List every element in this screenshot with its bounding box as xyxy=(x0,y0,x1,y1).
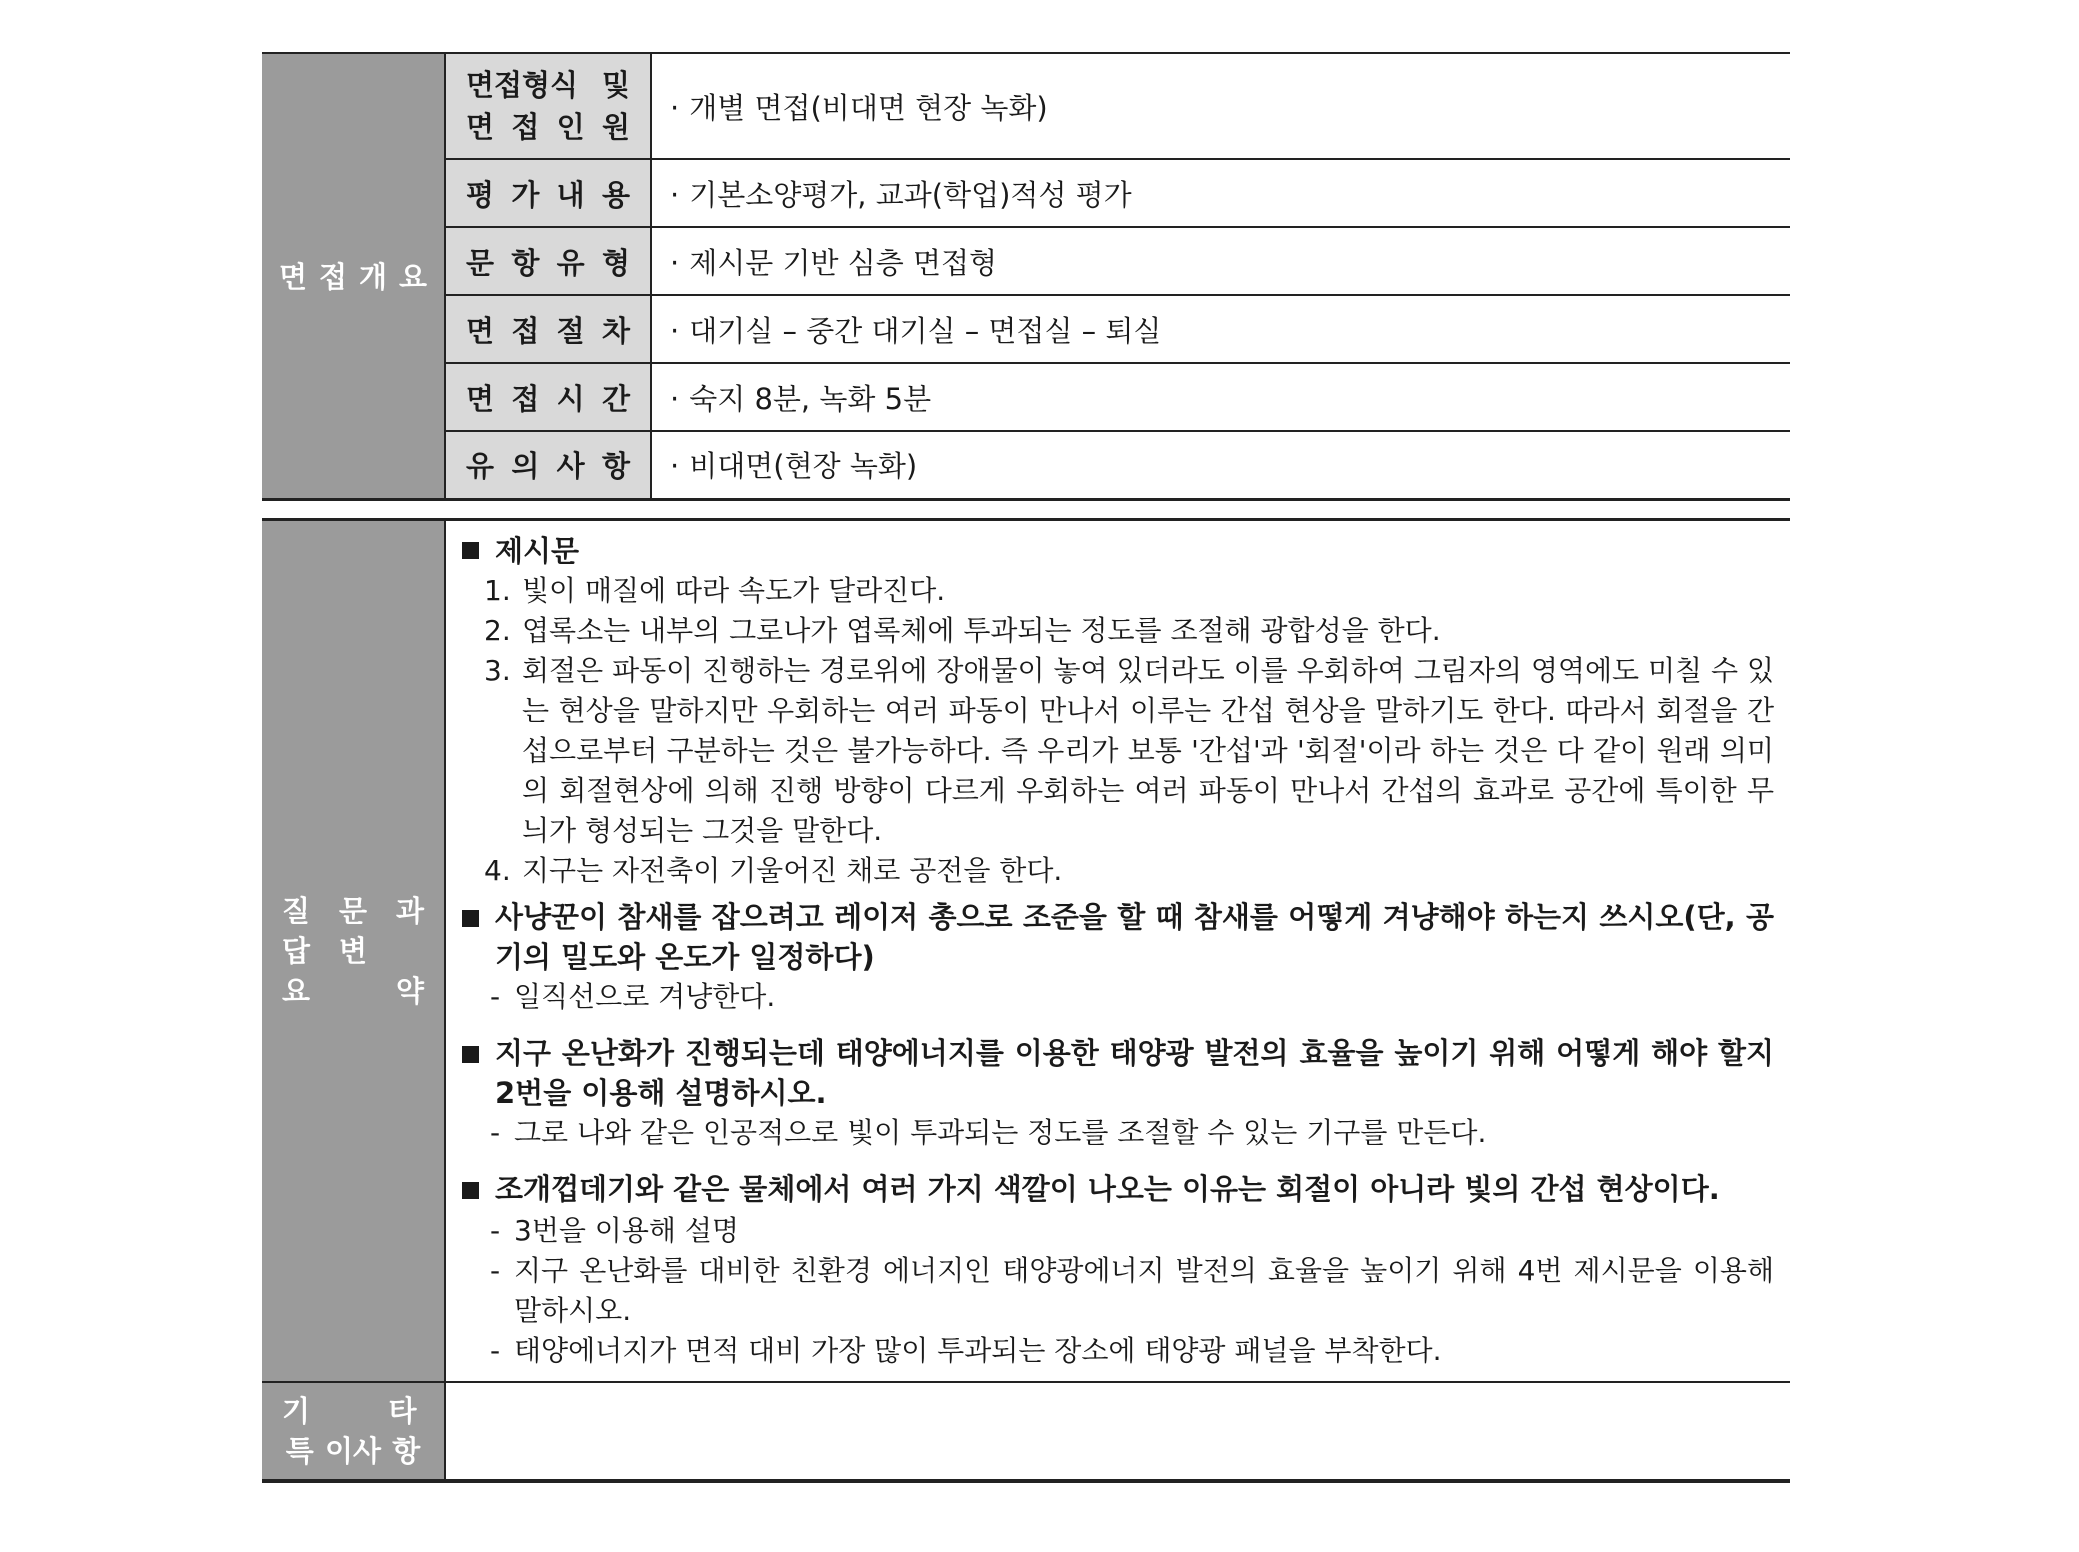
category-char: 접 xyxy=(318,260,347,295)
qa-summary-table xyxy=(262,518,1790,1483)
label-char: 접 xyxy=(511,381,540,416)
question-heading xyxy=(462,1033,1774,1113)
overview-label xyxy=(446,241,650,282)
overview-value-cell xyxy=(651,363,1790,431)
dash-bullet: - xyxy=(490,979,501,1013)
category-char: 항 xyxy=(392,1433,421,1468)
label-char: 절 xyxy=(556,313,585,348)
category-char xyxy=(353,1393,389,1429)
category-char: 요 xyxy=(282,973,311,1008)
qa-row xyxy=(262,519,1790,1382)
spacer xyxy=(462,1017,1774,1027)
label-part: 면접형식 xyxy=(466,68,579,102)
category-char: 과 xyxy=(395,893,424,928)
square-bullet-icon xyxy=(462,1169,495,1211)
label-char: 간 xyxy=(601,381,630,416)
category-char: 요 xyxy=(399,260,428,295)
answer-text: 지구 온난화를 대비한 친환경 에너지인 태양광에너지 발전의 효율을 높이기 위해 4번 제시문을 이용해 말하시오. xyxy=(514,1253,1774,1327)
overview-label-cell xyxy=(445,53,651,159)
overview-value-cell xyxy=(651,53,1790,159)
label-char: 가 xyxy=(511,177,540,212)
overview-label xyxy=(446,377,650,418)
dash-bullet: - xyxy=(490,1333,501,1367)
question-heading xyxy=(462,897,1774,977)
square-bullet-icon xyxy=(462,542,479,559)
overview-value: 기본소양평가, 교과(학업)적성 평가 xyxy=(689,177,1132,212)
label-char: 유 xyxy=(466,449,495,484)
passage-number: 2. xyxy=(484,613,511,647)
passage-title: 제시문 xyxy=(495,533,580,568)
label-char: 인 xyxy=(556,110,585,144)
label-char: 접 xyxy=(511,313,540,348)
bullet-dot: · xyxy=(670,381,680,416)
overview-value-cell xyxy=(651,295,1790,363)
question-text: 사냥꾼이 참새를 잡으려고 레이저 총으로 조준을 할 때 참새를 어떻게 겨냥해야 하는지 쓰시오(단, 공기의 밀도와 온도가 일정하다) xyxy=(495,899,1774,974)
overview-value-cell xyxy=(651,159,1790,227)
overview-value: 개별 면접(비대면 현장 녹화) xyxy=(689,90,1048,125)
label-char: 면 xyxy=(466,110,495,144)
question-text: 지구 온난화가 진행되는데 태양에너지를 이용한 태양광 발전의 효율을 높이기 위해 어떻게 해야 할지 2번을 이용해 설명하시오. xyxy=(495,1035,1774,1110)
category-char: 특 xyxy=(285,1433,314,1468)
category-char: 개 xyxy=(359,260,388,295)
label-char: 면 xyxy=(466,313,495,348)
category-char: 변 xyxy=(338,933,367,968)
category-char: 이 xyxy=(324,1433,353,1468)
bullet-dot: · xyxy=(670,449,680,484)
passage-text: 회절은 파동이 진행하는 경로위에 장애물이 놓여 있더라도 이를 우회하여 그림자의 영역에도 미칠 수 있는 현상을 말하지만 우회하는 여러 파동이 만나서 이루는 간섭 현상을 말하기도 한다. 따라서 회절을 간섭으로부터 구분하는 것은 불가능하다. 즉 우리가 보통 '간섭'과 '회절'이라 하는 것은 다 같이 원래 의미의 회절현상에 의해 진행 방향이 다르게 우회하는 여러 파동이 만나서 간섭의 효과로 공간에 특이한 무늬가 형성되는 그것을 말한다. xyxy=(522,653,1774,847)
dash-bullet: - xyxy=(490,1213,501,1247)
overview-value: 비대면(현장 녹화) xyxy=(689,449,918,484)
overview-label xyxy=(446,309,650,350)
overview-row xyxy=(262,227,1790,295)
overview-label-cell xyxy=(445,431,651,499)
overview-value: 숙지 8분, 녹화 5분 xyxy=(689,381,932,416)
label-char: 유 xyxy=(556,245,585,280)
label-part: 및 xyxy=(601,68,630,102)
bullet-dot: · xyxy=(670,90,680,125)
answer-text: 일직선으로 겨냥한다. xyxy=(514,979,776,1013)
answer-text: 3번을 이용해 설명 xyxy=(514,1213,739,1247)
overview-row xyxy=(262,295,1790,363)
square-bullet-icon xyxy=(462,897,495,977)
overview-label-cell xyxy=(445,159,651,227)
answer-text: 태양에너지가 면적 대비 가장 많이 투과되는 장소에 태양광 패널을 부착한다. xyxy=(514,1333,1442,1367)
label-char: 원 xyxy=(601,110,630,144)
overview-label-cell xyxy=(445,295,651,363)
passage-text: 지구는 자전축이 기울어진 채로 공전을 한다. xyxy=(522,853,1063,887)
overview-category-label xyxy=(262,255,444,296)
passage-text: 엽록소는 내부의 그로나가 엽록체에 투과되는 정도를 조절해 광합성을 한다. xyxy=(522,613,1441,647)
square-bullet-icon xyxy=(462,1033,495,1113)
passage-item xyxy=(462,611,1774,651)
question-list xyxy=(462,897,1774,1371)
bullet-dot: · xyxy=(670,245,680,280)
category-char: 면 xyxy=(278,260,307,295)
interview-report-sheet xyxy=(262,52,1790,1483)
label-char: 접 xyxy=(511,110,540,144)
category-char: 약 xyxy=(395,973,424,1008)
overview-value: 제시문 기반 심층 면접형 xyxy=(689,245,998,280)
label-char: 평 xyxy=(466,177,495,212)
label-char: 형 xyxy=(601,245,630,280)
passage-item xyxy=(462,651,1774,851)
label-char: 내 xyxy=(556,177,585,212)
label-char: 의 xyxy=(511,449,540,484)
category-char xyxy=(318,1393,354,1429)
category-char: 문 xyxy=(338,893,367,928)
overview-value: 대기실 – 중간 대기실 – 면접실 – 퇴실 xyxy=(689,313,1162,348)
overview-row xyxy=(262,363,1790,431)
question-text: 조개껍데기와 같은 물체에서 여러 가지 색깔이 나오는 이유는 회절이 아니라 빛의 간섭 현상이다. xyxy=(495,1171,1720,1206)
overview-value-cell xyxy=(651,227,1790,295)
label-char: 시 xyxy=(556,381,585,416)
overview-label-cell xyxy=(445,363,651,431)
passage-heading xyxy=(462,531,1774,571)
label-char: 용 xyxy=(601,177,630,212)
dash-bullet: - xyxy=(490,1253,501,1287)
category-char: 기 xyxy=(282,1393,311,1428)
label-char: 사 xyxy=(556,449,585,484)
answer-item xyxy=(462,1331,1774,1371)
qa-category-cell xyxy=(262,519,445,1382)
passage-number: 1. xyxy=(484,573,511,607)
bullet-dot: · xyxy=(670,313,680,348)
label-char: 차 xyxy=(601,313,630,348)
label-char: 문 xyxy=(466,245,495,280)
etc-category-label xyxy=(262,1393,444,1469)
category-char: 질 xyxy=(282,893,311,928)
overview-row xyxy=(262,431,1790,499)
category-char: 답 xyxy=(282,933,311,968)
answer-item xyxy=(462,1251,1774,1331)
etc-content-cell xyxy=(445,1382,1790,1481)
dash-bullet: - xyxy=(490,1115,501,1149)
passage-number: 4. xyxy=(484,853,511,887)
etc-category-cell xyxy=(262,1382,445,1481)
overview-label-line xyxy=(466,106,630,148)
category-char: 사 xyxy=(353,1433,382,1468)
qa-category-label xyxy=(262,893,444,1009)
answer-item xyxy=(462,1113,1774,1153)
bullet-dot: · xyxy=(670,177,680,212)
overview-label xyxy=(446,444,650,485)
answer-item xyxy=(462,977,1774,1017)
passage-number: 3. xyxy=(484,653,511,687)
category-char: 타 xyxy=(388,1393,417,1428)
passage-list xyxy=(462,571,1774,891)
spacer xyxy=(462,1153,1774,1163)
answer-text: 그로 나와 같은 인공적으로 빛이 투과되는 정도를 조절할 수 있는 기구를 만든다. xyxy=(514,1115,1487,1149)
overview-label xyxy=(446,173,650,214)
etc-row xyxy=(262,1382,1790,1481)
overview-label-cell xyxy=(445,227,651,295)
overview-category-cell xyxy=(262,53,445,499)
label-char: 항 xyxy=(511,245,540,280)
passage-text: 빛이 매질에 따라 속도가 달라진다. xyxy=(522,573,946,607)
label-char: 면 xyxy=(466,381,495,416)
overview-row xyxy=(262,159,1790,227)
qa-content-cell xyxy=(445,519,1790,1382)
passage-item xyxy=(462,571,1774,611)
question-heading xyxy=(462,1169,1774,1211)
category-char xyxy=(329,973,376,1009)
overview-label-line xyxy=(466,64,630,106)
answer-item xyxy=(462,1211,1774,1251)
category-char xyxy=(377,933,424,969)
interview-overview-table xyxy=(262,52,1790,501)
overview-value-cell xyxy=(651,431,1790,499)
label-char: 항 xyxy=(601,449,630,484)
overview-row xyxy=(262,53,1790,159)
passage-item xyxy=(462,851,1774,891)
